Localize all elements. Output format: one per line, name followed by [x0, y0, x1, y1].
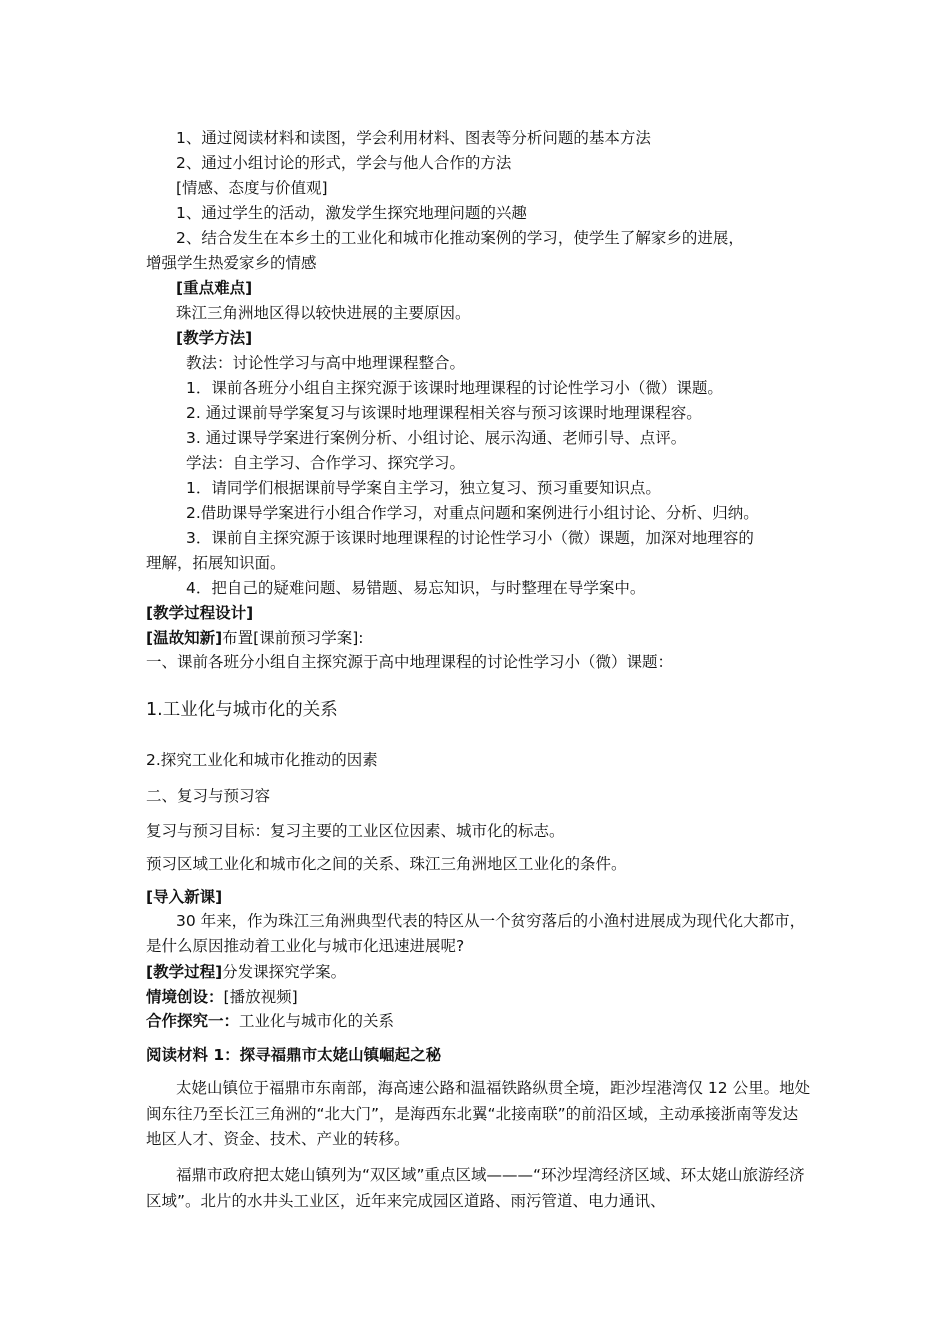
goal-line-2: 2、通过小组讨论的形式，学会与他人合作的方法: [176, 154, 512, 172]
method-heading: [教学方法]: [176, 329, 253, 347]
reading-paragraph-1: 太姥山镇位于福鼎市东南部，海高速公路和温福铁路纵贯全境，距沙埕港湾仅 12 公里。地处闽东往乃至长江三角洲的“北大门”，是海西东北翼“北接南联”的前沿区域，主动承接浙南等发达地区人才、资金、技术、产业的转移。: [146, 1079, 811, 1148]
intro-text: 30 年来，作为珠江三角洲典型代表的特区从一个贫穷落后的小渔村进展成为现代化大都市，是什么原因推动着工业化与城市化迅速进展呢?: [146, 912, 806, 955]
proc-rest: 分发课探究学案。: [222, 963, 347, 981]
attitude-line-1: 1、通过学生的活动，激发学生探究地理问题的兴趣: [176, 204, 527, 222]
coop-label: 合作探究一：: [146, 1012, 240, 1030]
reading-title: 阅读材料 1：探寻福鼎市太姥山镇崛起之秘: [146, 1046, 442, 1064]
teaching-method-1: 1．课前各班分小组自主探究源于该课时地理课程的讨论性学习小（微）课题。: [186, 379, 723, 397]
topic-2: 2.探究工业化和城市化推动的因素: [146, 751, 378, 769]
learning-method-4: 4．把自己的疑难问题、易错题、易忘知识，与时整理在导学案中。: [186, 579, 646, 597]
review-line: [146, 628, 811, 648]
proc-heading: [教学过程]: [146, 963, 223, 981]
preview-goal: 预习区域工业化和城市化之间的关系、珠江三角洲地区工业化的条件。: [146, 855, 627, 873]
review-goal: 复习与预习目标：复习主要的工业区位因素、城市化的标志。: [146, 822, 565, 840]
reading-paragraph-2: 福鼎市政府把太姥山镇列为“双区域”重点区域———“环沙埕湾经济区域、环太姥山旅游经济区域”。北片的水井头工业区，近年来完成园区道路、雨污管道、电力通讯、: [146, 1166, 805, 1210]
process-design-heading: [教学过程设计]: [146, 604, 254, 622]
learning-method-3-cont: 理解，拓展知识面。: [146, 554, 286, 572]
learning-method-2: 2.借助课导学案进行小组合作学习，对重点问题和案例进行小组讨论、分析、归纳。: [186, 504, 759, 522]
teaching-method: 教法：讨论性学习与高中地理课程整合。: [186, 354, 466, 372]
attitude-line-2: 2、结合发生在本乡土的工业化和城市化推动案例的学习，使学生了解家乡的进展，: [176, 229, 744, 247]
topic-1: 1.工业化与城市化的关系: [146, 700, 338, 720]
scene-line: [146, 987, 811, 1007]
preview-item-1: 一、课前各班分小组自主探究源于高中地理课程的讨论性学习小（微）课题：: [146, 653, 674, 671]
teaching-method-3: 3. 通过课导学案进行案例分析、小组讨论、展示沟通、老师引导、点评。: [186, 429, 687, 447]
goal-line-1: 1、通过阅读材料和读图，学会利用材料、图表等分析问题的基本方法: [176, 129, 651, 147]
teaching-method-2: 2. 通过课前导学案复习与该课时地理课程相关容与预习该课时地理课程容。: [186, 404, 702, 422]
review-rest: 布置[课前预习学案]:: [222, 629, 364, 647]
intro-heading: [导入新课]: [146, 888, 223, 906]
key-points-heading: [重点难点]: [176, 279, 253, 297]
learning-method: 学法：自主学习、合作学习、探究学习。: [186, 454, 466, 472]
scene-rest: [播放视频]: [223, 988, 298, 1006]
key-points-text: 珠江三角洲地区得以较快进展的主要原因。: [176, 304, 471, 322]
proc-line: [146, 962, 811, 982]
preview-item-2: 二、复习与预习容: [146, 787, 271, 805]
coop-line: [146, 1011, 811, 1031]
coop-rest: 工业化与城市化的关系: [239, 1012, 395, 1030]
attitude-heading: [情感、态度与价值观]: [176, 179, 328, 197]
review-heading: [温故知新]: [146, 629, 223, 647]
scene-label: 情境创设：: [146, 988, 224, 1006]
attitude-line-2-cont: 增强学生热爱家乡的情感: [146, 254, 317, 272]
learning-method-3: 3．课前自主探究源于该课时地理课程的讨论性学习小（微）课题，加深对地理容的: [186, 529, 754, 547]
learning-method-1: 1．请同学们根据课前导学案自主学习，独立复习、预习重要知识点。: [186, 479, 661, 497]
